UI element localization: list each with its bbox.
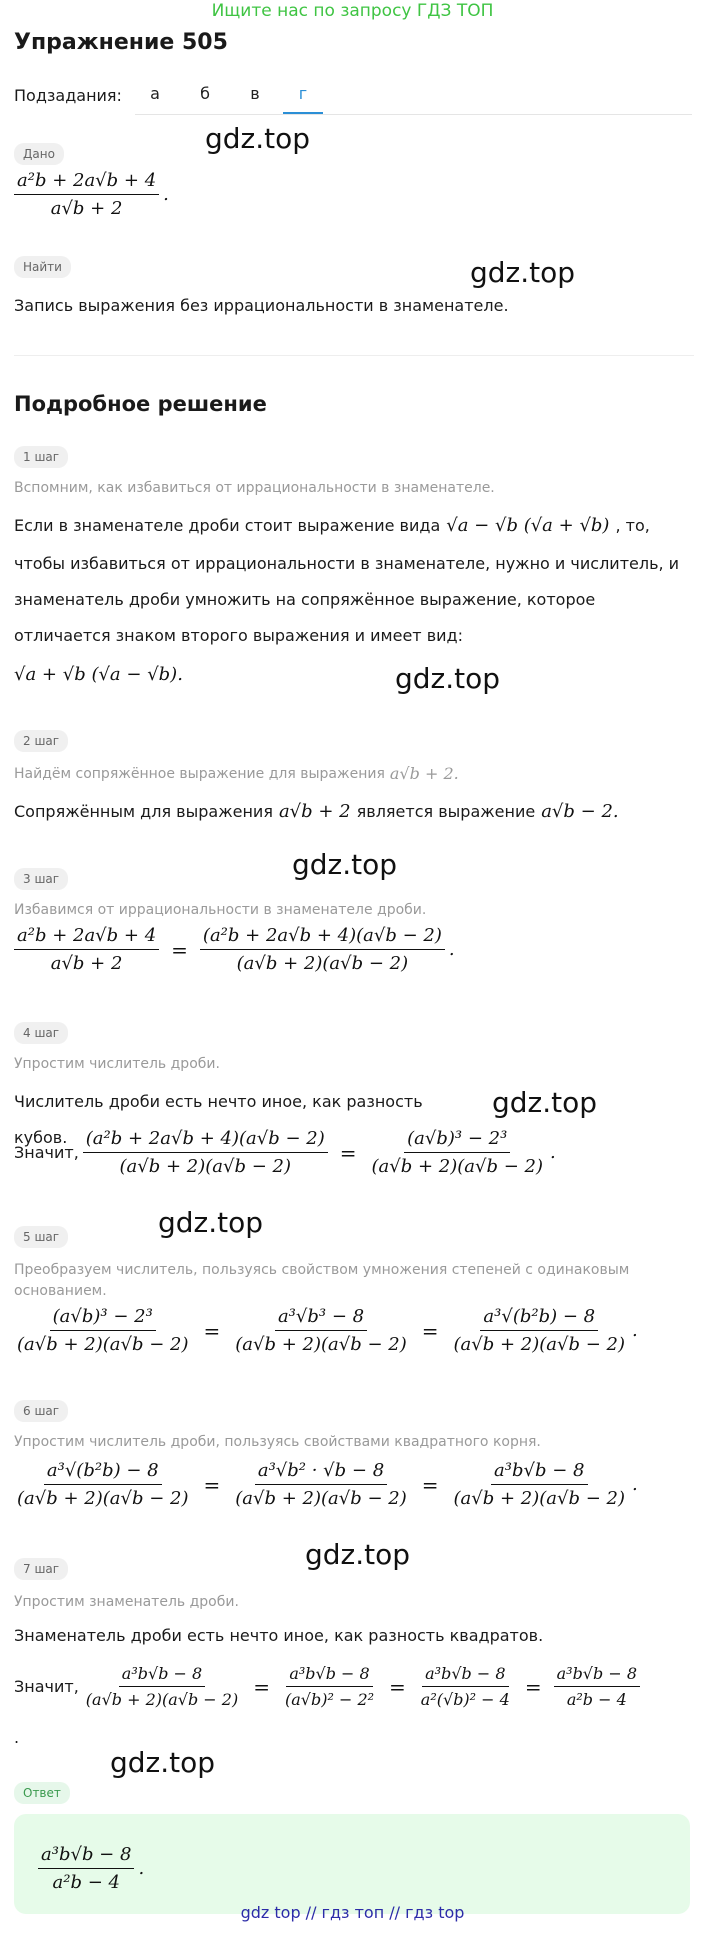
step-hint: Вспомним, как избавиться от иррациональности в знаменателе.	[14, 480, 495, 496]
tab-a[interactable]: а	[150, 84, 160, 103]
step-badge: 2 шаг	[14, 730, 68, 752]
answer-box: $\frac{\text{a³b√b − 8}}{\text{a²b − 4}}$ .	[14, 1814, 690, 1914]
tab-b[interactable]: б	[200, 84, 210, 103]
conjugate-form: √a + √b (√a − √b).	[14, 664, 183, 685]
watermark: gdz.top	[305, 1538, 411, 1571]
step-hint: основанием.	[14, 1283, 107, 1299]
find-text: Запись выражения без иррациональности в знаменателе.	[14, 296, 509, 315]
watermark: gdz.top	[158, 1206, 264, 1239]
watermark: gdz.top	[492, 1086, 598, 1119]
step-equation: $\frac{\text{a²b + 2a√b + 4}}{a√b + 2}$ = $\frac{\text{(a²b + 2a√b + 4)(a√b − 2)}}{(a√b + 2)(a√b - 2)}$ .	[10, 925, 455, 974]
step-equation: Значит, $\frac{\text{a³b√b − 8}}{(a√b + 2)(a√b - 2)}$ = $\frac{\text{a³b√b − 8}}{\text{(a√b)² − 2²}}$ = $\frac{\text{a³b√b − 8}}{\text{a²(√b)² − 4}}$ = $\frac{\text{a³b√b − 8}}{\text{a²b − 4}}$	[14, 1664, 644, 1709]
step-text: Знаменатель дроби есть нечто иное, как разность квадратов.	[14, 1626, 544, 1645]
step-badge: 4 шаг	[14, 1022, 68, 1044]
period: .	[14, 1728, 20, 1747]
watermark: gdz.top	[292, 848, 398, 881]
subtask-tabs	[135, 76, 692, 115]
watermark: gdz.top	[110, 1746, 216, 1779]
given-expression: $\frac{\text{a²b + 2a√b + 4}}{a√b + 2}$ .	[10, 170, 169, 219]
step-hint: Упростим числитель дроби.	[14, 1056, 220, 1072]
step-text: Числитель дроби есть нечто иное, как разность кубов.	[14, 1092, 423, 1147]
tab-g[interactable]: г	[283, 84, 323, 114]
step-hint: Преобразуем числитель, пользуясь свойством умножения степеней с одинаковым	[14, 1262, 630, 1278]
watermark: gdz.top	[205, 122, 311, 155]
step-badge: 7 шаг	[14, 1558, 68, 1580]
step-hint: Упростим числитель дроби, пользуясь свойствами квадратного корня.	[14, 1434, 541, 1450]
answer-badge: Ответ	[14, 1782, 70, 1804]
solution-title: Подробное решение	[14, 392, 267, 416]
step-text: чтобы избавиться от иррациональности в знаменателе, нужно и числитель, и	[14, 554, 680, 573]
step-badge: 6 шаг	[14, 1400, 68, 1422]
divider	[14, 355, 694, 356]
step-equation: $\frac{\text{a³√(b²b) − 8}}{(a√b + 2)(a√b - 2)}$ = $\frac{\text{a³√b² · √b − 8}}{(a√b + 2)(a√b - 2)}$ = $\frac{\text{a³b√b − 8}}{(a√b + 2)(a√b - 2)}$ .	[17, 1460, 638, 1509]
step-hint: Избавимся от иррациональности в знаменателе дроби.	[14, 902, 427, 918]
footer-links: gdz top // гдз топ // гдз top	[240, 1903, 465, 1922]
step-badge: 1 шаг	[14, 446, 68, 468]
given-badge: Дано	[14, 143, 64, 165]
step-text: отличается знаком второго выражения и имеет вид:	[14, 626, 463, 645]
step-equation: $\frac{\text{(a√b)³ − 2³}}{(a√b + 2)(a√b - 2)}$ = $\frac{\text{a³√b³ − 8}}{(a√b + 2)(a√b - 2)}$ = $\frac{\text{a³√(b²b) − 8}}{(a√b + 2)(a√b - 2)}$ .	[17, 1306, 638, 1355]
step-equation: Значит, $\frac{\text{(a²b + 2a√b + 4)(a√b − 2)}}{(a√b + 2)(a√b - 2)}$ = $\frac{\text{(a√b)³ − 2³}}{(a√b + 2)(a√b - 2)}$ .	[14, 1128, 556, 1177]
step-hint: Упростим знаменатель дроби.	[14, 1594, 239, 1610]
watermark: gdz.top	[395, 662, 501, 695]
watermark: gdz.top	[470, 256, 576, 289]
promo-banner: Ищите нас по запросу ГДЗ ТОП	[211, 1, 494, 21]
page-title: Упражнение 505	[14, 30, 228, 55]
step-text: Сопряжённым для выражения a√b + 2 является выражение a√b − 2.	[14, 801, 619, 822]
tab-v[interactable]: в	[250, 84, 260, 103]
step-badge: 3 шаг	[14, 868, 68, 890]
step-hint: Найдём сопряжённое выражение для выражения a√b + 2.	[14, 764, 459, 783]
find-badge: Найти	[14, 256, 71, 278]
step-badge: 5 шаг	[14, 1226, 68, 1248]
subtasks-label: Подзадания:	[14, 86, 122, 105]
step-text: Если в знаменателе дроби стоит выражение вида √a − √b (√a + √b) , то,	[14, 515, 650, 536]
step-text: знаменатель дроби умножить на сопряжённое выражение, которое	[14, 590, 596, 609]
